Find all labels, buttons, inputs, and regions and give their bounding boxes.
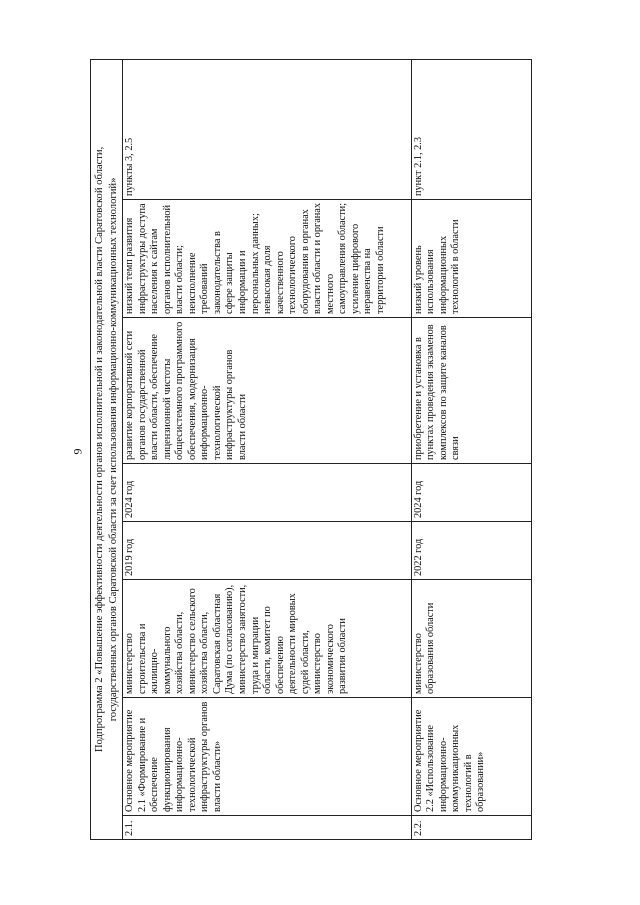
expected-result: приобретение и установка в пунктах проведения экзаменов комплексов по защите каналов связи xyxy=(411,318,531,464)
start-year: 2022 год xyxy=(411,522,531,580)
consequences: низкий уровень использования информационных технологий в области xyxy=(411,200,531,318)
expected-result: развитие корпоративной сети органов государственной власти области, обеспечение лицензионной чистоты общесистемного программного обеспечения, модернизация информационно-технологической инфраструктуры органов власти области xyxy=(123,318,412,464)
executor: министерство образования области xyxy=(411,580,531,698)
subprogram-title-row xyxy=(91,59,123,839)
activity-name: Основное мероприятие 2.1 «Формирование и обеспечение функционирования информационно-технологической инфраструктуры органов власти области» xyxy=(123,698,412,816)
rotated-page-content xyxy=(90,60,532,840)
subprogram-title-line1: Подпрограмма 2 «Повышение эффективности деятельности органов исполнительной и законодательной власти Саратовской области, xyxy=(94,146,106,753)
activity-name: Основное мероприятие 2.2 «Использование информационно-коммуникационных технологий в образовании» xyxy=(411,698,531,816)
subprogram-title-line2: государственных органов Саратовской области за счет использования информационно-коммуникационных технологий» xyxy=(107,177,119,722)
start-year: 2019 год xyxy=(123,522,412,580)
consequences: низкий темп развития инфраструктуры доступа населения к сайтам органов исполнительной власти области; неисполнение требований законодательства в сфере защиты информации и персональных данных; невысокая доля качественного технологического оборудования в органах власти области и органах местного самоуправления области; усиление цифрового неравенства на территории области xyxy=(123,200,412,318)
row-number: 2.2. xyxy=(411,816,531,840)
row-number: 2.1. xyxy=(123,816,412,840)
end-year: 2024 год xyxy=(123,464,412,522)
indicator-link: пункт 2.1, 2.3 xyxy=(411,59,531,199)
table-row xyxy=(123,59,412,839)
indicator-link: пункты 3, 2.5 xyxy=(123,59,412,199)
end-year: 2024 год xyxy=(411,464,531,522)
table-row xyxy=(411,59,531,839)
subprogram-table xyxy=(90,59,532,840)
page-number: 9 xyxy=(70,448,85,455)
executor: министерство строительства и жилищно-коммунального хозяйства области, министерство сельского хозяйства области, Саратовская областная Дума (по согласованию), министерство занятости, труда и миграции области, комитет по обеспечению деятельности мировых судей области, министерство экономического развития области xyxy=(123,580,412,698)
subprogram-title xyxy=(91,59,123,839)
